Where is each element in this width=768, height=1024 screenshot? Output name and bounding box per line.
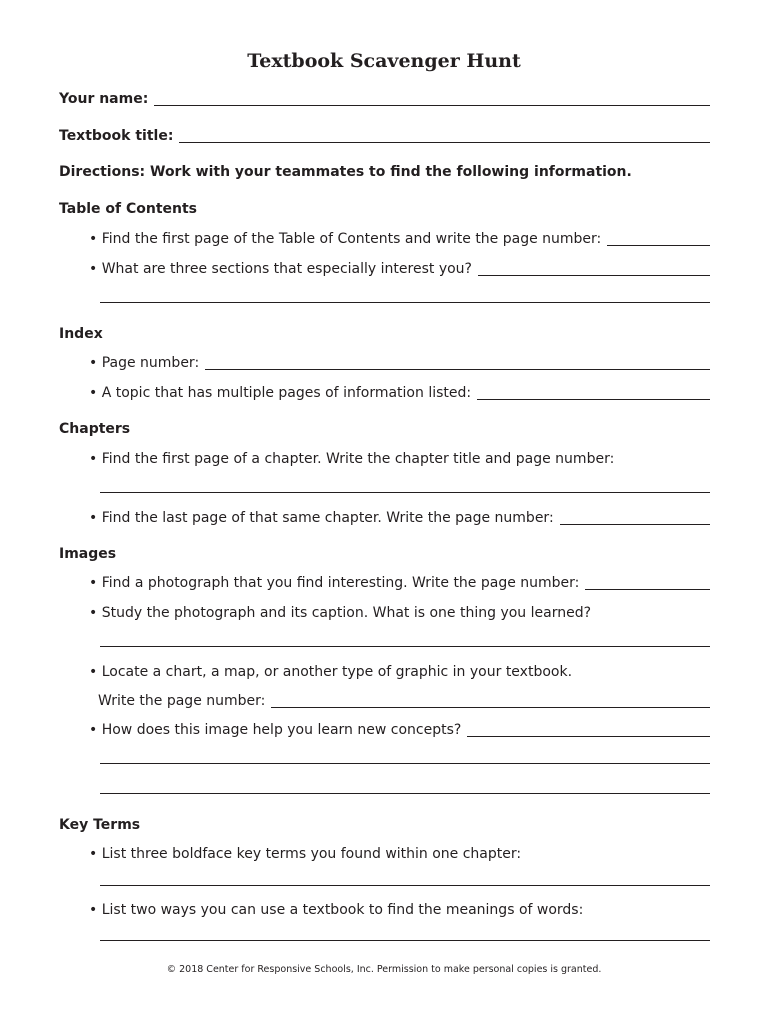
graphic-page-number-field[interactable] xyxy=(271,693,710,708)
images-item-1-text: • Find a photograph that you find interesting. Write the page number: xyxy=(89,575,580,591)
images-item-photograph xyxy=(89,572,710,592)
toc-item-first-page xyxy=(89,228,710,248)
toc-item-2-text: • What are three sections that especially interest you? xyxy=(89,261,472,277)
chapters-item-2-text: • Find the last page of that same chapter. Write the page number: xyxy=(89,510,554,526)
key-terms-heading: Key Terms xyxy=(59,817,141,833)
your-name-label: Your name: xyxy=(59,91,149,107)
index-page-number-field[interactable] xyxy=(205,355,710,370)
key-terms-item-boldface xyxy=(89,843,710,863)
images-item-2-text: • Study the photograph and its caption. What is one thing you learned? xyxy=(89,605,592,621)
index-item-page-number xyxy=(89,352,710,372)
concepts-answer-line-1[interactable] xyxy=(100,763,710,764)
images-item-graphic-page xyxy=(98,690,710,710)
toc-heading: Table of Contents xyxy=(59,201,198,217)
page-title: Textbook Scavenger Hunt xyxy=(247,50,521,72)
toc-sections-field[interactable] xyxy=(478,261,710,276)
textbook-title-field[interactable] xyxy=(179,128,710,143)
index-item-topic xyxy=(89,382,710,402)
chapters-heading: Chapters xyxy=(59,421,131,437)
your-name-row xyxy=(59,88,710,108)
images-item-3-text: • Locate a chart, a map, or another type of graphic in your textbook. xyxy=(89,664,573,680)
index-heading: Index xyxy=(59,326,103,342)
toc-sections-answer-line[interactable] xyxy=(100,302,710,303)
textbook-title-row xyxy=(59,125,710,145)
index-topic-field[interactable] xyxy=(477,385,710,400)
meanings-answer-line[interactable] xyxy=(100,940,710,941)
toc-item-sections xyxy=(89,258,710,278)
chapters-item-last-page xyxy=(89,507,710,527)
caption-answer-line[interactable] xyxy=(100,646,710,647)
textbook-title-label: Textbook title: xyxy=(59,128,174,144)
images-item-4-text: Write the page number: xyxy=(98,693,266,709)
images-item-caption xyxy=(89,602,710,622)
key-terms-item-meanings xyxy=(89,899,710,919)
chapters-item-1-text: • Find the first page of a chapter. Write the chapter title and page number: xyxy=(89,451,615,467)
directions-row xyxy=(59,161,710,181)
key-terms-item-1-text: • List three boldface key terms you found within one chapter: xyxy=(89,846,522,862)
images-heading: Images xyxy=(59,546,117,562)
images-item-concepts xyxy=(89,719,710,739)
toc-page-number-field[interactable] xyxy=(607,231,710,246)
concepts-answer-line-2[interactable] xyxy=(100,793,710,794)
your-name-field[interactable] xyxy=(154,91,710,106)
copyright-footer: © 2018 Center for Responsive Schools, Inc. Permission to make personal copies is granted. xyxy=(166,964,602,975)
index-item-2-text: • A topic that has multiple pages of information listed: xyxy=(89,385,472,401)
chapter-last-page-field[interactable] xyxy=(560,510,710,525)
index-item-1-text: • Page number: xyxy=(89,355,200,371)
boldface-terms-answer-line[interactable] xyxy=(100,885,710,886)
toc-item-1-text: • Find the first page of the Table of Contents and write the page number: xyxy=(89,231,602,247)
chapters-item-first-page xyxy=(89,448,710,468)
key-terms-item-2-text: • List two ways you can use a textbook to find the meanings of words: xyxy=(89,902,584,918)
directions-text: Directions: Work with your teammates to find the following information. xyxy=(59,164,632,180)
photograph-page-number-field[interactable] xyxy=(585,575,710,590)
images-item-graphic xyxy=(89,661,710,681)
images-item-5-text: • How does this image help you learn new concepts? xyxy=(89,722,462,738)
chapter-title-answer-line[interactable] xyxy=(100,492,710,493)
concepts-field[interactable] xyxy=(467,722,710,737)
